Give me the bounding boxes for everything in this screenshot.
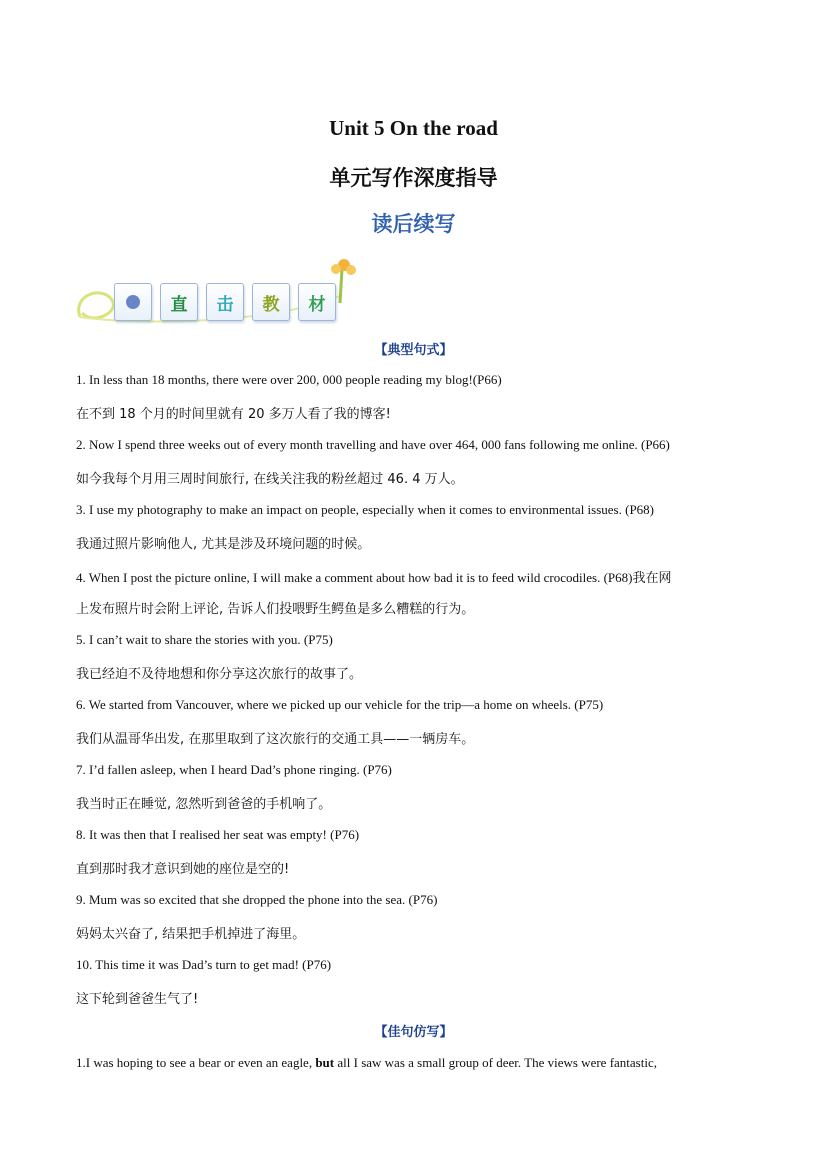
sentence-3-en: 3. I use my photography to make an impact on people, especially when it comes to environmental issues. (P68) xyxy=(76,502,655,517)
sentence-10-en: 10. This time it was Dad’s turn to get mad! (P76) xyxy=(76,957,332,972)
banner-char-1: 直 xyxy=(160,283,198,321)
sentence-9-en: 9. Mum was so excited that she dropped the phone into the sea. (P76) xyxy=(76,892,438,907)
sentence-3-zh: 我通过照片影响他人, 尤其是涉及环境问题的时候。 xyxy=(76,537,371,552)
banner-char-4: 材 xyxy=(298,283,336,321)
imitation-sentence-1: 1.I was hoping to see a bear or even an eagle, but all I saw was a small group of deer. The views were fantastic, xyxy=(76,1055,657,1070)
unit-subtitle: 单元写作深度指导 xyxy=(329,166,498,190)
sentence-10-zh: 这下轮到爸爸生气了! xyxy=(76,992,199,1007)
banner-char-2: 击 xyxy=(206,283,244,321)
sentence-5-en: 5. I can’t wait to share the stories with you. (P75) xyxy=(76,632,333,647)
sentence-6-zh: 我们从温哥华出发, 在那里取到了这次旅行的交通工具——一辆房车。 xyxy=(76,732,475,747)
sentence-4-zh: 上发布照片时会附上评论, 告诉人们投喂野生鳄鱼是多么糟糕的行为。 xyxy=(76,602,475,617)
sentence-4-en: 4. When I post the picture online, I will make a comment about how bad it is to feed wild crocodiles. (P68)我在网 xyxy=(76,570,672,586)
heading-imitation-sentences: 【佳句仿写】 xyxy=(374,1025,453,1040)
sentence-6-en: 6. We started from Vancouver, where we picked up our vehicle for the trip—a home on wheels. (P75) xyxy=(76,697,604,712)
banner-char-3: 教 xyxy=(252,283,290,321)
sentence-8-en: 8. It was then that I realised her seat was empty! (P76) xyxy=(76,827,360,842)
sentence-7-zh: 我当时正在睡觉, 忽然听到爸爸的手机响了。 xyxy=(76,797,332,812)
banner-dot-box xyxy=(114,283,152,321)
dot-icon xyxy=(126,295,140,309)
sentence-2-zh: 如今我每个月用三周时间旅行, 在线关注我的粉丝超过 46. 4 万人。 xyxy=(76,472,464,487)
sentence-1-zh: 在不到 18 个月的时间里就有 20 多万人看了我的博客! xyxy=(76,407,391,422)
sentence-1-en: 1. In less than 18 months, there were over 200, 000 people reading my blog!(P66) xyxy=(76,372,502,387)
banner-direct-textbook xyxy=(72,255,362,327)
sentence-7-en: 7. I’d fallen asleep, when I heard Dad’s phone ringing. (P76) xyxy=(76,762,392,777)
sentence-2-en: 2. Now I spend three weeks out of every month travelling and have over 464, 000 fans following me online. (P66) xyxy=(76,437,670,452)
sentence-5-zh: 我已经迫不及待地想和你分享这次旅行的故事了。 xyxy=(76,667,363,682)
unit-title: Unit 5 On the road xyxy=(329,116,498,140)
sentence-9-zh: 妈妈太兴奋了, 结果把手机掉进了海里。 xyxy=(76,927,306,942)
heading-typical-sentences: 【典型句式】 xyxy=(374,343,453,358)
section-title: 读后续写 xyxy=(371,212,456,236)
sentence-8-zh: 直到那时我才意识到她的座位是空的! xyxy=(76,862,290,877)
